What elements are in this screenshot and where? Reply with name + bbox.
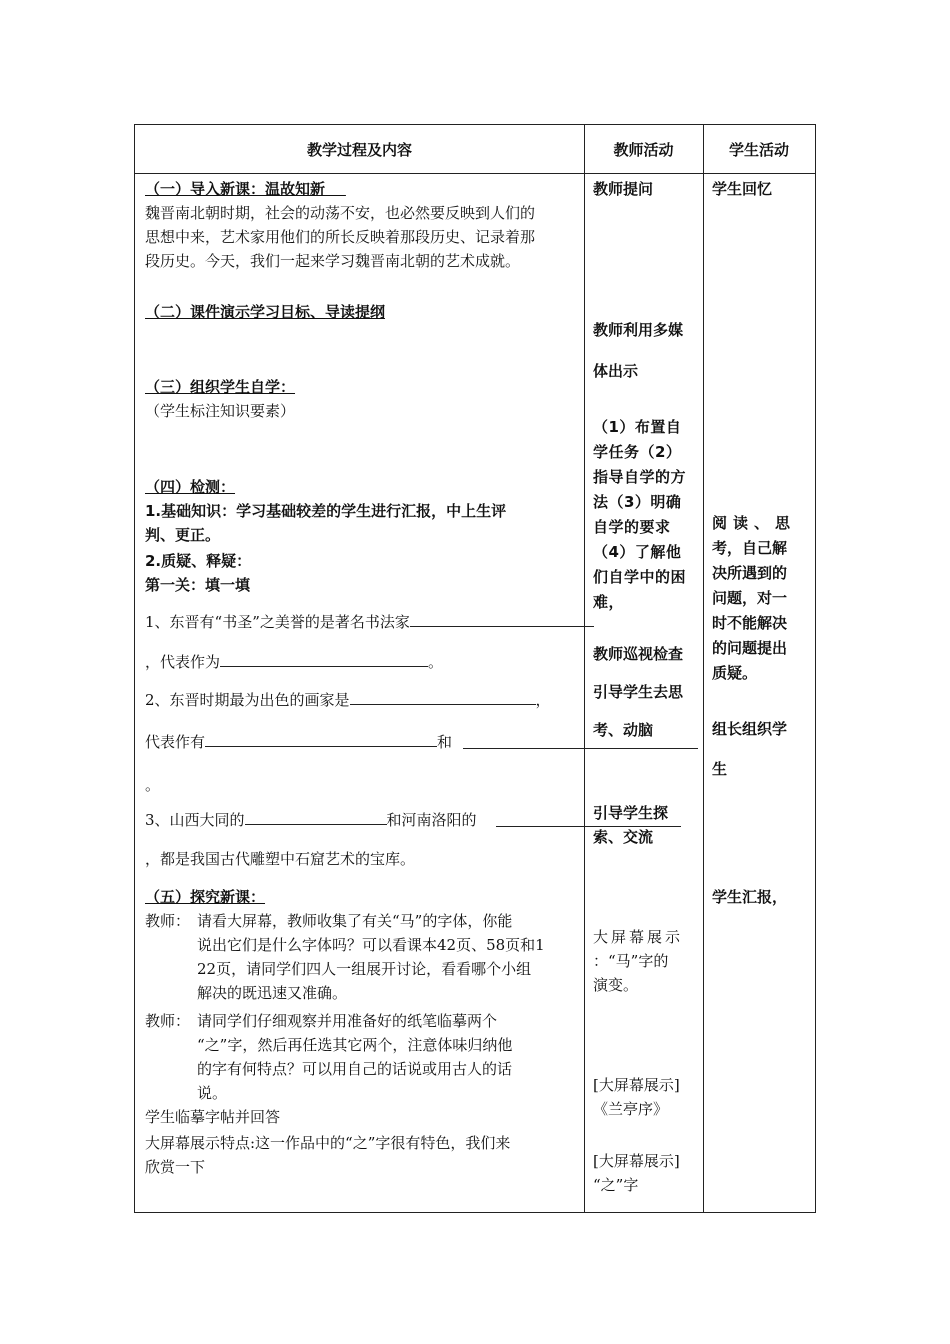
section-5-screen-note: [145, 1131, 585, 1179]
teacher-line: 教师巡视检查: [593, 645, 684, 663]
question-1-line-1: [145, 611, 594, 632]
student-line: 时不能解决: [712, 614, 788, 632]
teacher-line: （4）了解他: [593, 543, 682, 561]
student-line: 决所遇到的: [712, 564, 788, 582]
fill-blank[interactable]: [350, 689, 536, 705]
teacher-activity-2: [593, 310, 683, 392]
teacher-activity-7: [593, 1073, 680, 1121]
student-line: 考，自己解: [712, 539, 788, 557]
student-activity-1: 学生回忆: [712, 180, 773, 198]
section-5-title: （五）探究新课：: [145, 888, 266, 906]
column-divider: [703, 125, 704, 1212]
header-divider: [135, 173, 815, 174]
teacher-line: “之”字: [593, 1176, 639, 1194]
teacher-line: 《兰亭序》: [593, 1100, 669, 1118]
speech-line: 说。: [197, 1084, 228, 1102]
speech-line: 解决的既迅速又准确。: [197, 984, 348, 1002]
teacher-line: 体出示: [593, 362, 639, 380]
section-5-teacher-speech: [197, 909, 577, 1005]
question-1-line-2: [145, 651, 443, 672]
teacher-line: （1）布置自: [593, 418, 682, 436]
section-5-teacher-speech: [197, 1009, 577, 1105]
section-1-body: [145, 201, 597, 273]
teacher-line: 教师利用多媒: [593, 321, 684, 339]
speech-line: 请看大屏幕，教师收集了有关“马”的字体，你能: [197, 912, 513, 930]
student-activity-4: 学生汇报，: [712, 888, 788, 906]
speech-line: “之”字，然后再任选其它两个，注意体味归纳他: [197, 1036, 513, 1054]
speech-line: 22页，请同学们四人一组展开讨论，看看哪个小组: [197, 960, 532, 978]
question-2-punct: ，: [535, 691, 551, 709]
teacher-activity-4: [593, 635, 683, 749]
section-5-teacher-label: 教师：: [145, 1012, 191, 1030]
teacher-activity-3: [593, 415, 686, 615]
lesson-plan-table: [134, 124, 816, 1213]
teacher-line: [大屏幕展示]: [593, 1076, 680, 1094]
column-divider: [584, 125, 585, 1212]
section-3-title: （三）组织学生自学：: [145, 378, 296, 396]
student-activity-2: [712, 511, 796, 686]
section-1-line: 段历史。今天，我们一起来学习魏晋南北朝的艺术成就。: [145, 252, 521, 270]
fill-blank[interactable]: [205, 731, 437, 747]
teacher-activity-5: [593, 801, 668, 849]
screen-note-line: 欣赏一下: [145, 1158, 206, 1176]
question-2-line-2: [145, 731, 452, 752]
question-2-line-1: [145, 689, 551, 710]
screen-note-line: 大屏幕展示特点:这一作品中的“之”字很有特色，我们来: [145, 1134, 511, 1152]
teacher-line: 自学的要求: [593, 518, 671, 536]
question-1-text: 1、东晋有“书圣”之美誉的是著名书法家: [145, 613, 410, 631]
question-3-text: 3、山西大同的: [145, 811, 245, 829]
section-2-title: （二）课件演示学习目标、导读提纲: [145, 303, 386, 321]
teacher-line: 们自学中的困: [593, 568, 687, 586]
teacher-line: [大屏幕展示]: [593, 1152, 680, 1170]
section-1-line: 魏晋南北朝时期，社会的动荡不安，也必然要反映到人们的: [145, 204, 536, 222]
speech-line: 的字有何特点？可以用自己的话说或用古人的话: [197, 1060, 513, 1078]
teacher-line: 大屏幕展示: [593, 928, 684, 946]
student-activity-3: [712, 709, 787, 789]
student-line: 生: [712, 760, 728, 778]
speech-line: 请同学们仔细观察并用准备好的纸笔临摹两个: [197, 1012, 498, 1030]
section-4-title: （四）检测：: [145, 478, 236, 496]
fill-blank[interactable]: [245, 809, 387, 825]
header-student: 学生活动: [728, 140, 789, 159]
header-teacher: 教师活动: [613, 140, 674, 159]
teacher-activity-8: [593, 1149, 680, 1197]
section-3-note: （学生标注知识要素）: [145, 402, 296, 420]
question-3-line-2: ，都是我国古代雕塑中石窟艺术的宝库。: [145, 850, 416, 868]
question-2-text: 和: [437, 733, 453, 751]
header-content: 教学过程及内容: [306, 140, 412, 159]
section-4-item: 判、更正。: [145, 526, 221, 544]
student-line: 阅读、思: [712, 514, 797, 532]
question-2-text: 代表作有: [145, 733, 206, 751]
question-1-text: ，代表作为: [145, 653, 221, 671]
question-3-line-1: [145, 809, 477, 830]
teacher-line: 引导学生去思: [593, 683, 684, 701]
teacher-line: ：“马”字的: [593, 952, 669, 970]
question-2-text: 2、东晋时期最为出色的画家是: [145, 691, 350, 709]
student-line: 组长组织学: [712, 720, 788, 738]
fill-blank[interactable]: [220, 651, 428, 667]
teacher-line: 演变。: [593, 976, 639, 994]
teacher-line: 法（3）明确: [593, 493, 682, 511]
section-1-line: 思想中来，艺术家用他们的所长反映着那段历史、记录着那: [145, 228, 536, 246]
student-line: 问题，对一: [712, 589, 788, 607]
section-4-item: 第一关：填一填: [145, 576, 251, 594]
section-1-title-text: （一）导入新课：温故知新: [145, 180, 326, 198]
section-4-item: 1.基础知识：学习基础较差的学生进行汇报，中上生评: [145, 502, 507, 520]
student-line: 质疑。: [712, 664, 758, 682]
teacher-activity-6: [593, 925, 683, 997]
question-3-text: 和河南洛阳的: [386, 811, 477, 829]
section-5-student-note: 学生临摹字帖并回答: [145, 1108, 281, 1126]
teacher-line: 指导自学的方: [593, 468, 687, 486]
teacher-line: 引导学生探: [593, 804, 669, 822]
question-2-end: 。: [145, 776, 161, 794]
student-line: 的问题提出: [712, 639, 788, 657]
question-1-punct: 。: [428, 653, 444, 671]
teacher-line: 学任务（2）: [593, 443, 682, 461]
speech-line: 说出它们是什么字体吗？可以看课本42页、58页和1: [197, 936, 545, 954]
teacher-line: 索、交流: [593, 828, 654, 846]
fill-blank[interactable]: [410, 611, 594, 627]
teacher-activity-1: 教师提问: [593, 180, 654, 198]
section-1-title: [145, 179, 346, 199]
section-4-item: 2.质疑、释疑：: [145, 552, 252, 570]
section-5-teacher-label: 教师：: [145, 912, 191, 930]
teacher-line: 难，: [593, 593, 625, 611]
teacher-line: 考、动脑: [593, 721, 654, 739]
